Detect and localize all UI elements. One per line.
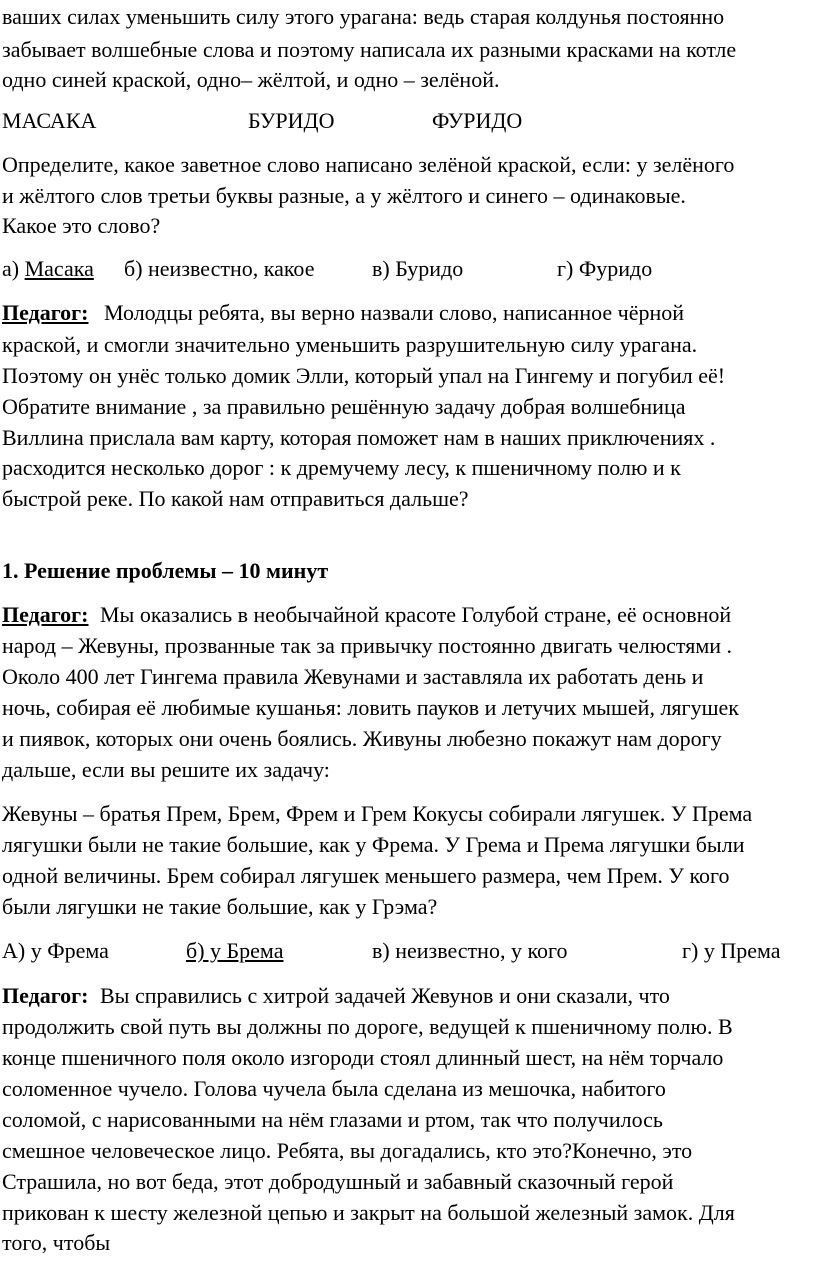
option-a-underlined: Масака: [24, 256, 94, 281]
option-d: г) Фуридо: [557, 256, 653, 281]
option-a: А) у Фрема: [2, 938, 109, 963]
para2-line: ночь, собирая её любимые кушанья: ловить пауков и летучих мышей, лягушек: [2, 695, 739, 720]
para1-first-line: Педагог: Молодцы ребята, вы верно назвали слово, написанное чёрной: [2, 300, 685, 325]
task1-line: и жёлтого слов третьи буквы разные, а у жёлтого и синего – одинаковые.: [2, 183, 686, 208]
intro-line: одно синей краской, одно– жёлтой, и одно – зелёной.: [2, 67, 500, 92]
section-heading: 1. Решение проблемы – 10 минут: [2, 558, 329, 583]
para3-line: конце пшеничного поля около изгороди стоял длинный шест, на нём торчало: [2, 1045, 724, 1070]
task1-line: Определите, какое заветное слово написано зелёной краской, если: у зелёного: [2, 152, 735, 177]
para1-line: расходится несколько дорог : к дремучему лесу, к пшеничному полю и к: [2, 455, 681, 480]
option-c: в) Буридо: [372, 256, 464, 281]
para3-line: соломой, с нарисованными на нём глазами и ртом, так что получилось: [2, 1107, 663, 1132]
para3-line: того, чтобы: [2, 1230, 111, 1255]
para2-line: дальше, если вы решите их задачу:: [2, 757, 330, 782]
task2-line: одной величины. Брем собирал лягушек меньшего размера, чем Прем. У кого: [2, 863, 730, 888]
task2-line: были лягушки не такие большие, как у Грэма?: [2, 894, 438, 919]
para1-line: краской, и смогли значительно уменьшить разрушительную силу урагана.: [2, 332, 698, 357]
option-a: а) Масака: [2, 256, 94, 281]
word-burido: БУРИДО: [248, 108, 335, 133]
para3-first-line: Педагог: Вы справились с хитрой задачей Жевунов и они сказали, что: [2, 983, 670, 1008]
option-b: б) неизвестно, какое: [124, 256, 315, 281]
para3-line: соломенное чучело. Голова чучела была сделана из мешочка, набитого: [2, 1076, 666, 1101]
para3-line: Страшила, но вот беда, этот добродушный и забавный сказочный герой: [2, 1169, 674, 1194]
option-d: г) у Према: [682, 938, 781, 963]
intro-line: забывает волшебные слова и поэтому написала их разными красками на котле: [2, 37, 737, 62]
intro-line: ваших силах уменьшить силу этого урагана: ведь старая колдунья постоянно: [2, 4, 725, 29]
para3-line: продолжить свой путь вы должны по дороге, ведущей к пшеничному полю. В: [2, 1014, 733, 1039]
para2-first-line: Педагог: Мы оказались в необычайной красоте Голубой стране, её основной: [2, 602, 732, 627]
para2-line: Около 400 лет Гингема правила Жевунами и заставляла их работать день и: [2, 664, 704, 689]
teacher-label: Педагог:: [2, 983, 89, 1008]
option-c: в) неизвестно, у кого: [372, 938, 568, 963]
word-furido: ФУРИДО: [432, 108, 523, 133]
para3-line: прикован к шесту железной цепью и закрыт на большой железный замок. Для: [2, 1200, 735, 1225]
task1-line: Какое это слово?: [2, 213, 161, 238]
para2-line: народ – Жевуны, прозванные так за привычку постоянно двигать челюстями .: [2, 633, 733, 658]
task2-line: лягушки были не такие большие, как у Фрема. У Грема и Према лягушки были: [2, 832, 745, 857]
para3-line: смешное человеческое лицо. Ребята, вы догадались, кто это?Конечно, это: [2, 1138, 693, 1163]
teacher-label: Педагог:: [2, 602, 89, 627]
para1-line: быстрой реке. По какой нам отправиться дальше?: [2, 486, 469, 511]
para1-line: Поэтому он унёс только домик Элли, который упал на Гингему и погубил её!: [2, 363, 726, 388]
option-b: б) у Брема: [186, 938, 284, 963]
para1-line: Виллина прислала вам карту, которая поможет нам в наших приключениях .: [2, 425, 716, 450]
word-masaka: МАСАКА: [2, 108, 97, 133]
task2-line: Жевуны – братья Прем, Брем, Фрем и Грем Кокусы собирали лягушек. У Према: [2, 801, 753, 826]
para1-line: Обратите внимание , за правильно решённую задачу добрая волшебница: [2, 394, 686, 419]
para2-line: и пиявок, которых они очень боялись. Живуны любезно покажут нам дорогу: [2, 726, 722, 751]
teacher-label: Педагог:: [2, 300, 89, 325]
